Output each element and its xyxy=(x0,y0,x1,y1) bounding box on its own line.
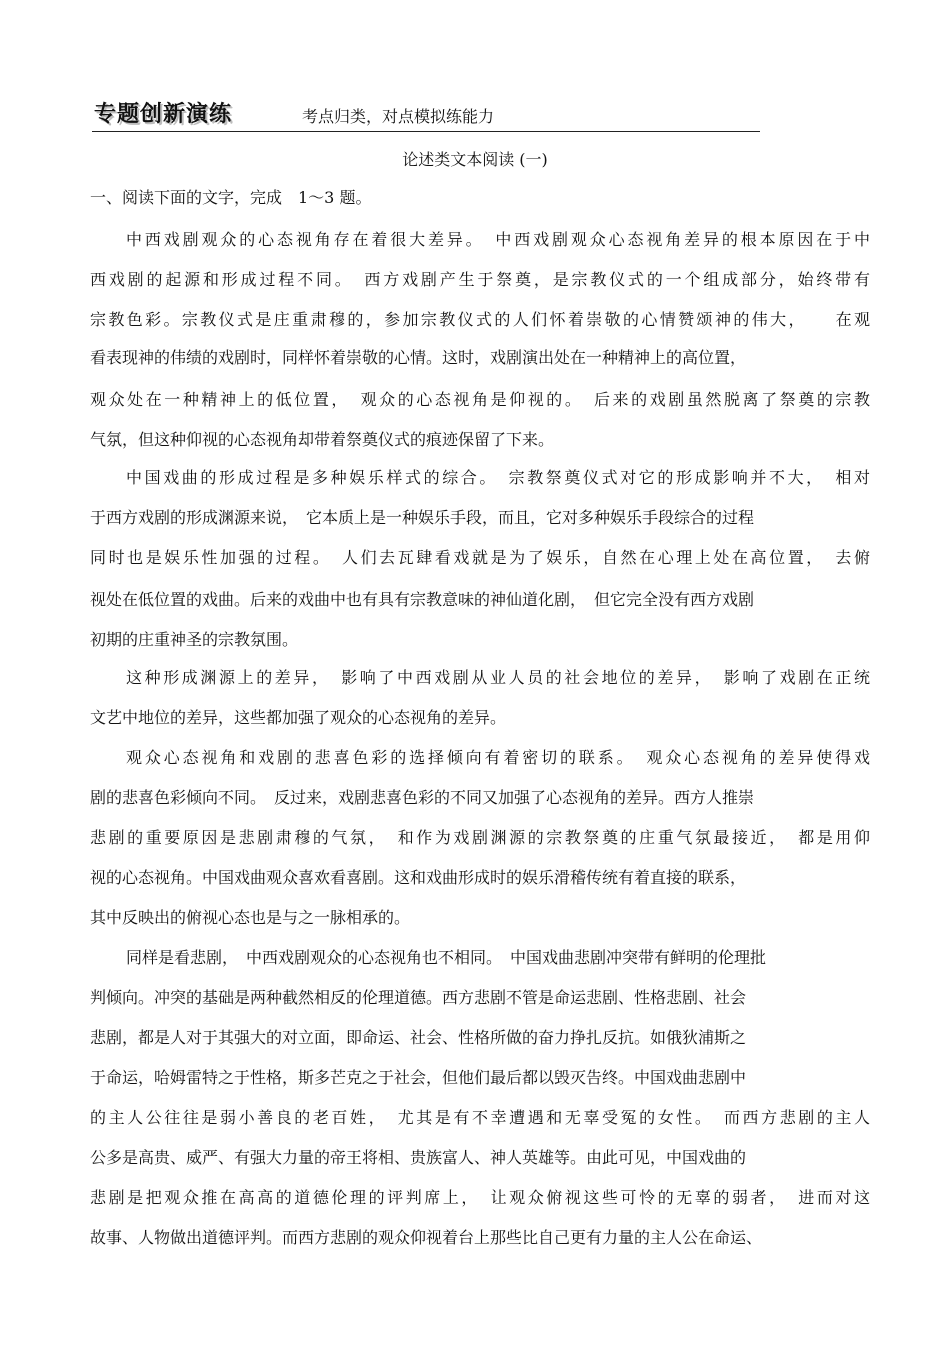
text-line: 的主人公往往是弱小善良的老百姓， 尤其是有不幸遭遇和无辜受冤的女性。 而西方悲剧的主人 xyxy=(90,1108,870,1127)
section-banner xyxy=(92,100,760,132)
text-line: 公多是高贵、威严、有强大力量的帝王将相、贵族富人、神人英雄等。由此可见，中国戏曲的 xyxy=(90,1148,747,1167)
text-line: 西戏剧的起源和形成过程不同。 西方戏剧产生于祭奠，是宗教仪式的一个组成部分，始终带有 xyxy=(90,270,870,289)
question-instruction: 一、阅读下面的文字，完成 1～3 题。 xyxy=(90,188,372,207)
page-title: 论述类文本阅读 (一) xyxy=(402,150,548,169)
text-line: 于命运，哈姆雷特之于性格，斯多芒克之于社会，但他们最后都以毁灭告终。中国戏曲悲剧中 xyxy=(90,1068,747,1087)
text-line: 初期的庄重神圣的宗教氛围。 xyxy=(90,630,299,649)
text-line: 宗教色彩。宗教仪式是庄重肃穆的，参加宗教仪式的人们怀着崇敬的心情赞颂神的伟大， 在观 xyxy=(90,310,870,329)
text-line: 判倾向。冲突的基础是两种截然相反的伦理道德。西方悲剧不管是命运悲剧、性格悲剧、社会 xyxy=(90,988,747,1007)
text-line: 故事、人物做出道德评判。而西方悲剧的观众仰视着台上那些比自己更有力量的主人公在命运、 xyxy=(90,1228,763,1247)
text-line: 看表现神的伟绩的戏剧时，同样怀着崇敬的心情。这时，戏剧演出处在一种精神上的高位置， xyxy=(90,348,747,367)
banner-title: 专题创新演练 xyxy=(94,102,233,127)
text-line: 视处在低位置的戏曲。后来的戏曲中也有具有宗教意味的神仙道化剧， 但它完全没有西方戏剧 xyxy=(90,590,755,609)
text-line: 同样是看悲剧， 中西戏剧观众的心态视角也不相同。 中国戏曲悲剧冲突带有鲜明的伦理批 xyxy=(126,948,767,967)
text-line: 文艺中地位的差异，这些都加强了观众的心态视角的差异。 xyxy=(90,708,507,727)
text-line: 同时也是娱乐性加强的过程。 人们去瓦肆看戏就是为了娱乐，自然在心理上处在高位置， 去俯 xyxy=(90,548,870,567)
text-line: 视的心态视角。中国戏曲观众喜欢看喜剧。这和戏曲形成时的娱乐滑稽传统有着直接的联系， xyxy=(90,868,747,887)
banner-divider xyxy=(92,131,760,132)
text-line: 剧的悲喜色彩倾向不同。 反过来，戏剧悲喜色彩的不同又加强了心态视角的差异。西方人推崇 xyxy=(90,788,755,807)
banner-subtitle: 考点归类，对点模拟练能力 xyxy=(302,107,495,126)
text-line: 观众处在一种精神上的低位置， 观众的心态视角是仰视的。 后来的戏剧虽然脱离了祭奠的宗教 xyxy=(90,390,870,409)
text-line: 悲剧的重要原因是悲剧肃穆的气氛， 和作为戏剧渊源的宗教祭奠的庄重气氛最接近， 都是用仰 xyxy=(90,828,870,847)
text-line: 气氛，但这种仰视的心态视角却带着祭奠仪式的痕迹保留了下来。 xyxy=(90,430,555,449)
text-line: 这种形成渊源上的差异， 影响了中西戏剧从业人员的社会地位的差异， 影响了戏剧在正统 xyxy=(126,668,870,687)
text-line: 中西戏剧观众的心态视角存在着很大差异。 中西戏剧观众心态视角差异的根本原因在于中 xyxy=(126,230,870,249)
text-line: 悲剧是把观众推在高高的道德伦理的评判席上， 让观众俯视这些可怜的无辜的弱者， 进而对这 xyxy=(90,1188,870,1207)
text-line: 中国戏曲的形成过程是多种娱乐样式的综合。 宗教祭奠仪式对它的形成影响并不大， 相对 xyxy=(126,468,870,487)
text-line: 其中反映出的俯视心态也是与之一脉相承的。 xyxy=(90,908,411,927)
text-line: 于西方戏剧的形成渊源来说， 它本质上是一种娱乐手段，而且，它对多种娱乐手段综合的过程 xyxy=(90,508,755,527)
text-line: 观众心态视角和戏剧的悲喜色彩的选择倾向有着密切的联系。 观众心态视角的差异使得戏 xyxy=(126,748,870,767)
text-line: 悲剧，都是人对于其强大的对立面，即命运、社会、性格所做的奋力挣扎反抗。如俄狄浦斯之 xyxy=(90,1028,747,1047)
